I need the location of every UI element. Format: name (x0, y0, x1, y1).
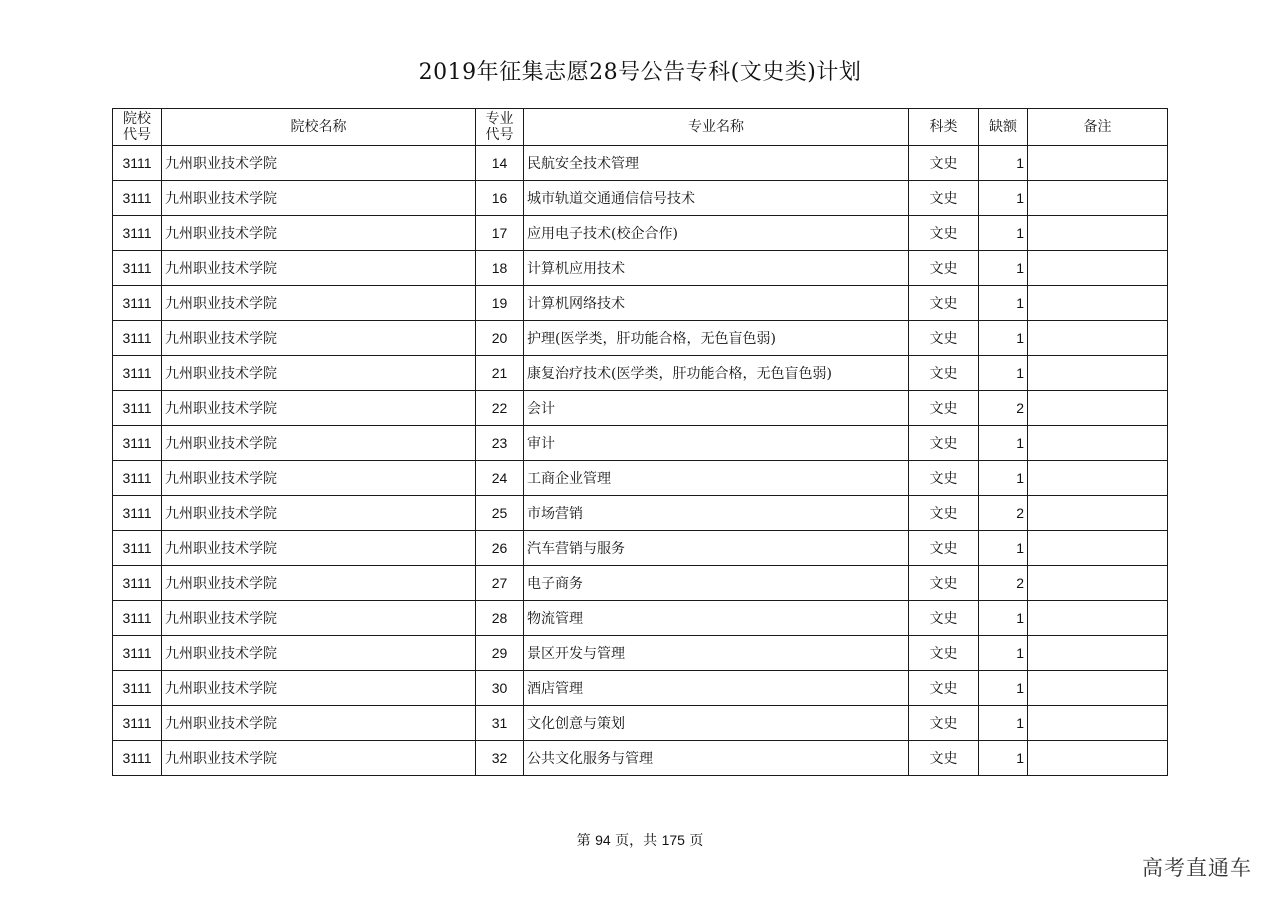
cell-major-code: 21 (476, 356, 524, 391)
cell-major-code: 31 (476, 706, 524, 741)
cell-major-code: 30 (476, 671, 524, 706)
cell-quota: 1 (979, 286, 1028, 321)
cell-major-code: 24 (476, 461, 524, 496)
cell-school-name: 九州职业技术学院 (162, 671, 476, 706)
cell-note (1028, 356, 1168, 391)
cell-school-name: 九州职业技术学院 (162, 496, 476, 531)
table-row (113, 426, 1168, 461)
header-school-code: 院校 代号 (113, 109, 162, 146)
cell-category: 文史 (909, 636, 979, 671)
plan-table (112, 108, 1168, 776)
cell-category: 文史 (909, 531, 979, 566)
table-row (113, 531, 1168, 566)
footer-total-pages: 175 (661, 832, 685, 848)
cell-school-name: 九州职业技术学院 (162, 146, 476, 181)
cell-school-name: 九州职业技术学院 (162, 391, 476, 426)
footer-prefix: 第 (576, 833, 591, 849)
cell-major-code: 25 (476, 496, 524, 531)
cell-note (1028, 216, 1168, 251)
cell-note (1028, 181, 1168, 216)
cell-major-name: 文化创意与策划 (524, 706, 909, 741)
cell-major-name: 景区开发与管理 (524, 636, 909, 671)
cell-school-code: 3111 (113, 391, 162, 426)
table-row (113, 461, 1168, 496)
cell-school-code: 3111 (113, 566, 162, 601)
cell-school-name: 九州职业技术学院 (162, 216, 476, 251)
cell-school-name: 九州职业技术学院 (162, 531, 476, 566)
cell-quota: 2 (979, 566, 1028, 601)
cell-major-code: 14 (476, 146, 524, 181)
cell-note (1028, 496, 1168, 531)
cell-category: 文史 (909, 251, 979, 286)
cell-major-name: 物流管理 (524, 601, 909, 636)
header-school-name: 院校名称 (162, 109, 476, 146)
cell-major-code: 17 (476, 216, 524, 251)
cell-school-name: 九州职业技术学院 (162, 321, 476, 356)
cell-school-name: 九州职业技术学院 (162, 636, 476, 671)
table-body (113, 146, 1168, 776)
cell-quota: 1 (979, 706, 1028, 741)
table-row (113, 391, 1168, 426)
cell-category: 文史 (909, 286, 979, 321)
cell-major-code: 29 (476, 636, 524, 671)
cell-major-code: 23 (476, 426, 524, 461)
cell-note (1028, 601, 1168, 636)
cell-note (1028, 706, 1168, 741)
cell-school-code: 3111 (113, 181, 162, 216)
cell-category: 文史 (909, 706, 979, 741)
cell-school-name: 九州职业技术学院 (162, 251, 476, 286)
cell-quota: 1 (979, 671, 1028, 706)
table-row (113, 566, 1168, 601)
cell-quota: 1 (979, 601, 1028, 636)
cell-quota: 1 (979, 216, 1028, 251)
cell-category: 文史 (909, 496, 979, 531)
cell-school-code: 3111 (113, 216, 162, 251)
cell-school-code: 3111 (113, 146, 162, 181)
cell-category: 文史 (909, 741, 979, 776)
cell-school-code: 3111 (113, 496, 162, 531)
cell-school-name: 九州职业技术学院 (162, 741, 476, 776)
cell-quota: 1 (979, 461, 1028, 496)
table-row (113, 741, 1168, 776)
cell-note (1028, 391, 1168, 426)
cell-school-code: 3111 (113, 671, 162, 706)
table-row (113, 251, 1168, 286)
cell-major-code: 32 (476, 741, 524, 776)
cell-major-code: 16 (476, 181, 524, 216)
cell-school-code: 3111 (113, 531, 162, 566)
cell-quota: 2 (979, 391, 1028, 426)
cell-quota: 1 (979, 321, 1028, 356)
cell-major-name: 会计 (524, 391, 909, 426)
cell-school-code: 3111 (113, 251, 162, 286)
cell-category: 文史 (909, 426, 979, 461)
cell-note (1028, 636, 1168, 671)
cell-quota: 1 (979, 146, 1028, 181)
cell-school-code: 3111 (113, 286, 162, 321)
cell-note (1028, 566, 1168, 601)
header-quota: 缺额 (979, 109, 1028, 146)
cell-major-name: 应用电子技术(校企合作) (524, 216, 909, 251)
table-row (113, 286, 1168, 321)
cell-major-code: 22 (476, 391, 524, 426)
cell-quota: 1 (979, 741, 1028, 776)
cell-major-name: 计算机网络技术 (524, 286, 909, 321)
footer-suffix: 页 (689, 833, 704, 849)
cell-note (1028, 251, 1168, 286)
cell-school-code: 3111 (113, 601, 162, 636)
cell-category: 文史 (909, 461, 979, 496)
table-row (113, 601, 1168, 636)
header-category: 科类 (909, 109, 979, 146)
cell-note (1028, 461, 1168, 496)
table-row (113, 181, 1168, 216)
cell-school-name: 九州职业技术学院 (162, 181, 476, 216)
table-row (113, 706, 1168, 741)
cell-major-name: 民航安全技术管理 (524, 146, 909, 181)
cell-quota: 1 (979, 636, 1028, 671)
cell-school-code: 3111 (113, 706, 162, 741)
cell-category: 文史 (909, 671, 979, 706)
cell-major-name: 市场营销 (524, 496, 909, 531)
cell-school-name: 九州职业技术学院 (162, 601, 476, 636)
cell-school-name: 九州职业技术学院 (162, 461, 476, 496)
cell-quota: 1 (979, 356, 1028, 391)
table-row (113, 636, 1168, 671)
cell-school-code: 3111 (113, 461, 162, 496)
cell-note (1028, 321, 1168, 356)
header-major-name: 专业名称 (524, 109, 909, 146)
cell-major-name: 计算机应用技术 (524, 251, 909, 286)
table-row (113, 146, 1168, 181)
cell-major-name: 汽车营销与服务 (524, 531, 909, 566)
header-major-code: 专业 代号 (476, 109, 524, 146)
cell-school-name: 九州职业技术学院 (162, 566, 476, 601)
cell-school-code: 3111 (113, 321, 162, 356)
cell-school-code: 3111 (113, 426, 162, 461)
cell-category: 文史 (909, 146, 979, 181)
cell-major-name: 公共文化服务与管理 (524, 741, 909, 776)
cell-major-code: 19 (476, 286, 524, 321)
cell-note (1028, 671, 1168, 706)
cell-major-name: 城市轨道交通通信信号技术 (524, 181, 909, 216)
table-row (113, 321, 1168, 356)
cell-major-name: 审计 (524, 426, 909, 461)
cell-note (1028, 146, 1168, 181)
table-row (113, 671, 1168, 706)
cell-school-code: 3111 (113, 741, 162, 776)
page-title: 2019年征集志愿28号公告专科(文史类)计划 (418, 60, 862, 85)
cell-major-code: 27 (476, 566, 524, 601)
cell-note (1028, 741, 1168, 776)
cell-school-name: 九州职业技术学院 (162, 706, 476, 741)
cell-major-name: 电子商务 (524, 566, 909, 601)
cell-note (1028, 531, 1168, 566)
cell-category: 文史 (909, 181, 979, 216)
cell-major-name: 酒店管理 (524, 671, 909, 706)
cell-category: 文史 (909, 356, 979, 391)
cell-quota: 1 (979, 181, 1028, 216)
cell-note (1028, 426, 1168, 461)
cell-major-name: 工商企业管理 (524, 461, 909, 496)
header-note: 备注 (1028, 109, 1168, 146)
cell-school-name: 九州职业技术学院 (162, 286, 476, 321)
footer-page-number: 94 (595, 832, 611, 848)
cell-category: 文史 (909, 601, 979, 636)
cell-note (1028, 286, 1168, 321)
cell-major-name: 康复治疗技术(医学类，肝功能合格，无色盲色弱) (524, 356, 909, 391)
cell-major-code: 20 (476, 321, 524, 356)
cell-quota: 2 (979, 496, 1028, 531)
cell-quota: 1 (979, 426, 1028, 461)
cell-quota: 1 (979, 251, 1028, 286)
cell-category: 文史 (909, 216, 979, 251)
watermark-text: 高考直通车 (1142, 856, 1252, 880)
page-footer (0, 830, 1280, 850)
cell-school-name: 九州职业技术学院 (162, 426, 476, 461)
cell-school-name: 九州职业技术学院 (162, 356, 476, 391)
table-row (113, 216, 1168, 251)
cell-school-code: 3111 (113, 636, 162, 671)
table-row (113, 356, 1168, 391)
cell-category: 文史 (909, 391, 979, 426)
table-row (113, 496, 1168, 531)
cell-quota: 1 (979, 531, 1028, 566)
cell-major-code: 28 (476, 601, 524, 636)
cell-category: 文史 (909, 321, 979, 356)
header-row (113, 109, 1168, 146)
cell-category: 文史 (909, 566, 979, 601)
cell-major-code: 18 (476, 251, 524, 286)
footer-middle: 页，共 (615, 833, 658, 849)
cell-school-code: 3111 (113, 356, 162, 391)
cell-major-code: 26 (476, 531, 524, 566)
cell-major-name: 护理(医学类，肝功能合格，无色盲色弱) (524, 321, 909, 356)
